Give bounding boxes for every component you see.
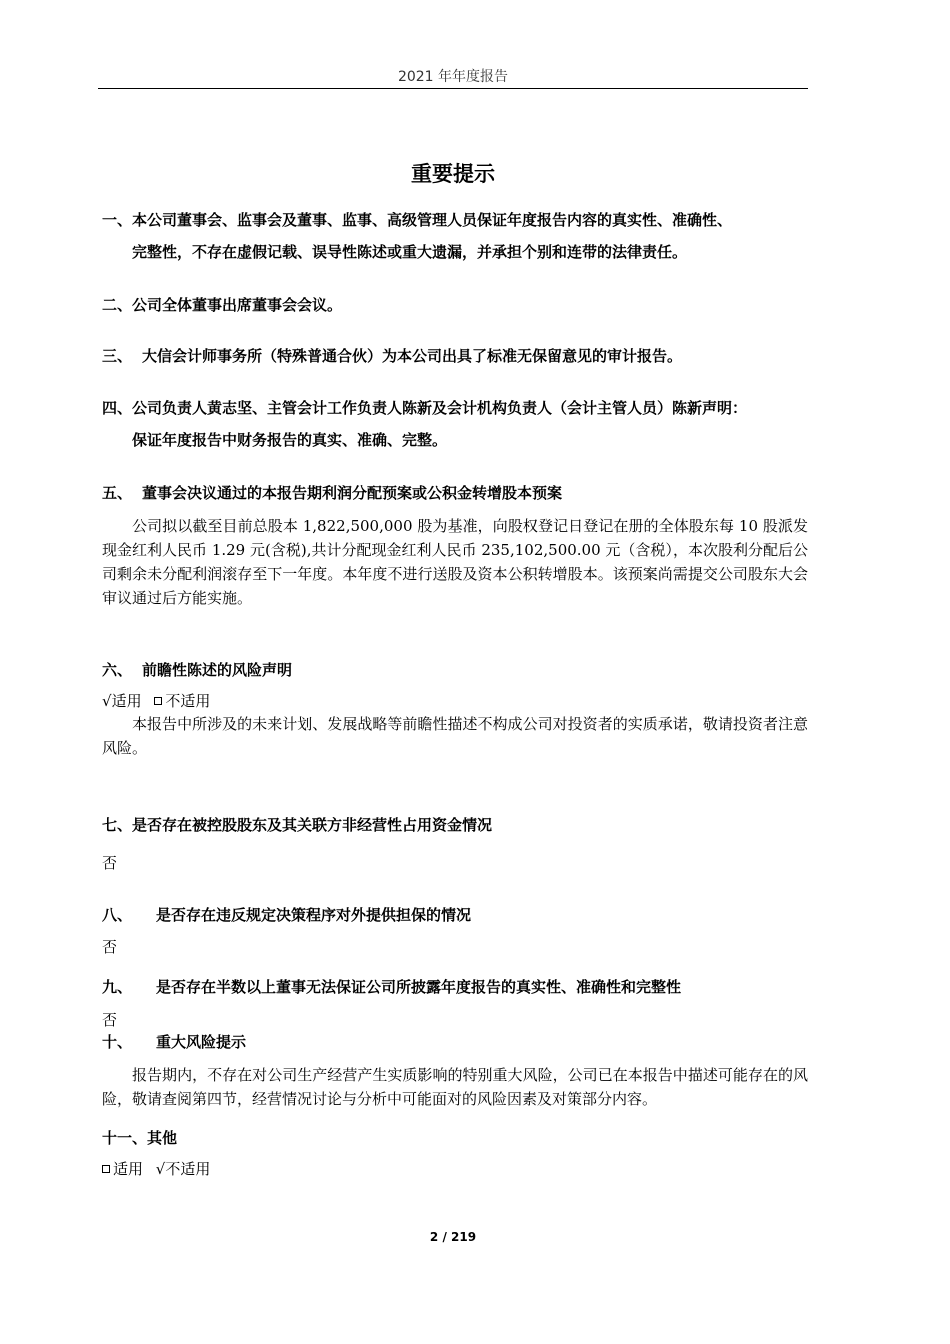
header-divider bbox=[98, 88, 808, 89]
running-header: 2021 年年度报告 bbox=[397, 69, 509, 85]
section-2-heading bbox=[102, 295, 342, 315]
section-8-number: 八、 bbox=[102, 906, 133, 924]
section-2-text: 公司全体董事出席董事会会议。 bbox=[132, 296, 343, 314]
section-9-answer: 否 bbox=[102, 1011, 118, 1029]
section-10-body: 报告期内，不存在对公司生产经营产生实质影响的特别重大风险，公司已在本报告中描述可能存在的风险，敬请查阅第四节，经营情况讨论与分析中可能面对的风险因素及对策部分内容。 bbox=[102, 1066, 808, 1108]
page-number: 2 / 219 bbox=[429, 1230, 477, 1244]
section-1-number: 一、 bbox=[102, 211, 133, 229]
section-4-heading bbox=[102, 398, 747, 418]
section-9-text: 是否存在半数以上董事无法保证公司所披露年度报告的真实性、准确性和完整性 bbox=[156, 978, 682, 996]
section-5-body: 公司拟以截至目前总股本 1,822,500,000 股为基准，向股权登记日登记在册的全体股东每 10 股派发现金红利人民币 1.29 元(含税),共计分配现金红利人民币 235,102,500.00 元（含税），本次股利分配后公司剩余未分配利润滚存至下一年度。本年度不进行送股及资本公积转增股本。该预案尚需提交公司股东大会审议通过后方能实施。 bbox=[102, 517, 808, 607]
not-applicable-label: 不适用 bbox=[165, 1160, 211, 1178]
section-8-text: 是否存在违反规定决策程序对外提供担保的情况 bbox=[156, 906, 472, 924]
section-9-number: 九、 bbox=[102, 978, 133, 996]
section-11-text: 其他 bbox=[147, 1129, 178, 1147]
section-9-heading bbox=[102, 977, 681, 997]
section-10-heading bbox=[102, 1032, 246, 1052]
applicable-label: 适用 bbox=[113, 1160, 144, 1178]
section-6-number: 六、 bbox=[102, 661, 133, 679]
section-4-number: 四、 bbox=[102, 399, 133, 417]
section-6-applicability bbox=[102, 691, 210, 711]
section-11-number: 十一、 bbox=[102, 1129, 148, 1147]
section-11-heading bbox=[102, 1128, 177, 1148]
not-applicable-label: 不适用 bbox=[165, 692, 211, 710]
section-6-body: 本报告中所涉及的未来计划、发展战略等前瞻性描述不构成公司对投资者的实质承诺，敬请投资者注意风险。 bbox=[102, 715, 808, 757]
section-7-answer: 否 bbox=[102, 854, 118, 872]
section-7-number: 七、 bbox=[102, 816, 133, 834]
section-1-line2: 完整性，不存在虚假记载、误导性陈述或重大遗漏，并承担个别和连带的法律责任。 bbox=[132, 243, 688, 261]
empty-checkbox-icon bbox=[102, 1165, 110, 1173]
section-6-text: 前瞻性陈述的风险声明 bbox=[142, 661, 293, 679]
section-11-applicability bbox=[102, 1159, 210, 1179]
section-5-number: 五、 bbox=[102, 484, 133, 502]
section-5-heading bbox=[102, 483, 562, 503]
section-7-text: 是否存在被控股股东及其关联方非经营性占用资金情况 bbox=[132, 816, 493, 834]
section-1-line1: 本公司董事会、监事会及董事、监事、高级管理人员保证年度报告内容的真实性、准确性、 bbox=[132, 211, 733, 229]
section-3-heading bbox=[102, 346, 682, 366]
section-1-heading bbox=[102, 210, 732, 230]
section-6-heading bbox=[102, 660, 292, 680]
section-10-number: 十、 bbox=[102, 1033, 133, 1051]
applicable-label: 适用 bbox=[111, 692, 142, 710]
section-5-text: 董事会决议通过的本报告期利润分配预案或公积金转增股本预案 bbox=[142, 484, 563, 502]
check-mark: √ bbox=[155, 1160, 166, 1178]
empty-checkbox-icon bbox=[154, 697, 162, 705]
section-3-number: 三、 bbox=[102, 347, 133, 365]
section-7-heading bbox=[102, 815, 492, 835]
section-3-text: 大信会计师事务所（特殊普通合伙）为本公司出具了标准无保留意见的审计报告。 bbox=[142, 347, 683, 365]
page-title: 重要提示 bbox=[411, 162, 495, 186]
section-4-line1: 公司负责人黄志坚、主管会计工作负责人陈新及会计机构负责人（会计主管人员）陈新声明： bbox=[132, 399, 748, 417]
check-mark: √ bbox=[102, 692, 112, 710]
section-2-number: 二、 bbox=[102, 296, 133, 314]
section-4-line2: 保证年度报告中财务报告的真实、准确、完整。 bbox=[132, 431, 448, 449]
section-10-text: 重大风险提示 bbox=[156, 1033, 247, 1051]
section-8-answer: 否 bbox=[102, 938, 118, 956]
section-8-heading bbox=[102, 905, 471, 925]
